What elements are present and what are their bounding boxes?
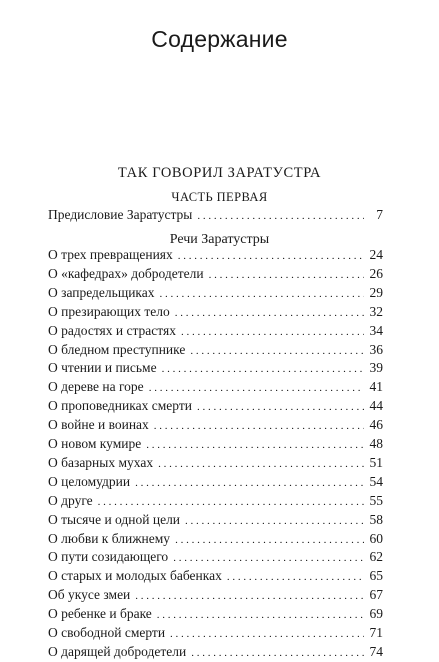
toc-entry-label: О дарящей добродетели bbox=[48, 643, 187, 659]
toc-entry-page: 41 bbox=[369, 379, 383, 395]
section-title: Речи Заратустры bbox=[169, 232, 270, 247]
part-title: ЧАСТЬ ПЕРВАЯ bbox=[171, 190, 268, 204]
toc-entry-label: О войне и воинах bbox=[48, 417, 149, 433]
toc-entry-page: 44 bbox=[369, 398, 383, 414]
toc-entry[interactable] bbox=[48, 567, 383, 585]
book-title: ТАК ГОВОРИЛ ЗАРАТУСТРА bbox=[117, 165, 322, 181]
page-title: Содержание bbox=[151, 26, 288, 52]
toc-entry-label: О старых и молодых бабенках bbox=[48, 568, 222, 584]
toc-entry-page: 34 bbox=[369, 322, 383, 338]
toc-entry-label: О дереве на горе bbox=[48, 379, 144, 395]
dot-leader bbox=[178, 247, 364, 265]
toc-entry-page: 32 bbox=[369, 303, 383, 319]
toc-entry-page: 58 bbox=[369, 511, 383, 527]
toc-entry-label: О любви к ближнему bbox=[48, 530, 171, 546]
toc-entry[interactable] bbox=[48, 341, 383, 359]
toc-entry[interactable] bbox=[48, 605, 383, 623]
dot-leader bbox=[170, 625, 364, 643]
toc-entry[interactable] bbox=[48, 303, 383, 321]
dot-leader bbox=[173, 549, 364, 567]
toc-entry[interactable] bbox=[48, 265, 383, 283]
toc-entry-page: 55 bbox=[369, 492, 383, 508]
dot-leader bbox=[191, 644, 364, 662]
dot-leader bbox=[160, 285, 364, 303]
toc-entry-page: 67 bbox=[369, 587, 383, 603]
toc-entry[interactable] bbox=[48, 511, 383, 529]
toc-entry-label: О презирающих тело bbox=[48, 303, 170, 319]
toc-entry-page: 24 bbox=[369, 247, 383, 262]
toc-entry[interactable] bbox=[48, 359, 383, 377]
dot-leader bbox=[135, 474, 364, 492]
dot-leader bbox=[209, 266, 364, 284]
toc-entry[interactable] bbox=[48, 435, 383, 453]
dot-leader bbox=[185, 512, 364, 530]
dot-leader bbox=[149, 379, 364, 397]
toc-entry-label: Об укусе змеи bbox=[48, 587, 131, 603]
toc-entry-page: 29 bbox=[369, 284, 383, 300]
dot-leader bbox=[146, 436, 364, 454]
dot-leader bbox=[135, 587, 364, 605]
dot-leader bbox=[158, 455, 364, 473]
dot-leader bbox=[175, 304, 364, 322]
toc-entry-label: О целомудрии bbox=[48, 473, 131, 489]
dot-leader bbox=[98, 493, 364, 511]
toc-entry[interactable] bbox=[48, 322, 383, 340]
toc-entry-label: О базарных мухах bbox=[48, 454, 154, 470]
dot-leader bbox=[197, 398, 364, 416]
toc-entry-page: 39 bbox=[369, 360, 383, 376]
toc-entry-label: О новом кумире bbox=[48, 436, 142, 451]
toc-entry-page: 7 bbox=[376, 207, 383, 222]
toc-entry[interactable] bbox=[48, 284, 383, 302]
toc-entry-page: 51 bbox=[369, 454, 383, 470]
toc-entry-page: 26 bbox=[369, 265, 383, 281]
toc-entry-label: О проповедниках смерти bbox=[48, 398, 192, 414]
toc-entry-page: 71 bbox=[369, 625, 383, 640]
toc-entry[interactable] bbox=[48, 397, 383, 415]
toc-entry-label: О друге bbox=[48, 492, 93, 508]
dot-leader bbox=[181, 323, 364, 341]
toc-entry-label: О радостях и страстях bbox=[48, 322, 176, 338]
toc-entry-label: О чтении и письме bbox=[48, 360, 157, 376]
toc-entry[interactable] bbox=[48, 624, 383, 642]
toc-entry[interactable] bbox=[48, 530, 383, 548]
toc-entry-page: 46 bbox=[369, 417, 383, 433]
dot-leader bbox=[157, 606, 364, 624]
toc-entry[interactable] bbox=[48, 246, 383, 264]
toc-entry[interactable] bbox=[48, 378, 383, 396]
toc-entry[interactable] bbox=[48, 416, 383, 434]
toc-entry[interactable] bbox=[48, 586, 383, 604]
toc-entry[interactable] bbox=[48, 643, 383, 661]
toc-entry-label: Предисловие Заратустры bbox=[48, 207, 193, 222]
dot-leader bbox=[227, 568, 364, 586]
dot-leader bbox=[154, 417, 364, 435]
toc-entry-preface[interactable] bbox=[48, 206, 383, 224]
dot-leader bbox=[197, 207, 364, 225]
dot-leader bbox=[175, 531, 364, 549]
toc-entry-label: О пути созидающего bbox=[48, 549, 169, 565]
toc-entry-label: О трех превращениях bbox=[48, 247, 173, 262]
toc-entry[interactable] bbox=[48, 548, 383, 566]
toc-entry-page: 60 bbox=[369, 530, 383, 546]
toc-entry-page: 36 bbox=[369, 341, 383, 357]
toc-entry-label: О запредельщиках bbox=[48, 284, 155, 300]
toc-entry-page: 54 bbox=[369, 473, 383, 489]
toc-entry-label: О ребенке и браке bbox=[48, 606, 152, 622]
toc-entry-label: О «кафедрах» добродетели bbox=[48, 265, 204, 281]
toc-entry-page: 69 bbox=[369, 606, 383, 622]
toc-entry-label: О свободной смерти bbox=[48, 625, 166, 640]
toc-entry-label: О бледном преступнике bbox=[48, 341, 186, 357]
toc-entry-page: 74 bbox=[369, 643, 383, 659]
toc-entry[interactable] bbox=[48, 492, 383, 510]
toc-entry-page: 65 bbox=[369, 568, 383, 584]
dot-leader bbox=[162, 360, 364, 378]
toc-entry-page: 62 bbox=[369, 549, 383, 565]
dot-leader bbox=[190, 342, 364, 360]
toc-entry-page: 48 bbox=[369, 436, 383, 451]
toc-entry[interactable] bbox=[48, 473, 383, 491]
toc-entry[interactable] bbox=[48, 454, 383, 472]
toc-entry-label: О тысяче и одной цели bbox=[48, 511, 181, 527]
